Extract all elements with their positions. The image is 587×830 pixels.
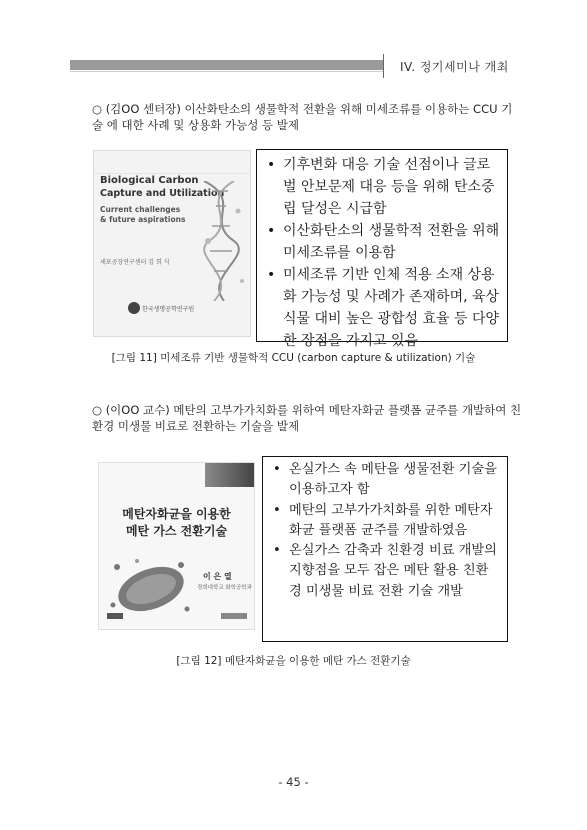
- summary-bullet: • 이산화탄소의 생물학적 전환을 위해 미세조류를 이용함: [267, 223, 500, 261]
- slide-2-title-line2: 메탄 가스 전환기술: [125, 524, 228, 538]
- slide-1-subtitle-line1: Current challenges: [100, 205, 181, 214]
- dna-helix-icon: [194, 181, 250, 301]
- summary-bullet: • 미세조류 기반 인체 적용 소재 상용화 가능성 및 사례가 존재하며, 육상 식물 대비 높은 광합성 효율 등 다양한 장점을 가지고 있음: [267, 267, 500, 349]
- slide-2-logo-left-icon: [107, 613, 123, 619]
- page-number: - 45 -: [278, 775, 309, 789]
- item-2-summary-box: [262, 456, 508, 642]
- institute-logo-icon: [128, 302, 140, 314]
- slide-2-title-line1: 메탄자화균을 이용한: [122, 507, 231, 521]
- section-title: IV. 정기세미나 개최: [400, 60, 509, 74]
- slide-1-presenter: 세포공장연구센터 김 희 식: [100, 259, 170, 266]
- item-2-description: ○ (이OO 교수) 메탄의 고부가가치화를 위하여 메탄자화균 플랫폼 균주를 개발하여 친환경 미생물 비료로 전환하는 기술을 발제: [92, 403, 522, 433]
- item-1-summary-box: [256, 149, 508, 349]
- item-1-description: ○ (김OO 센터장) 이산화탄소의 생물학적 전환을 위해 미세조류를 이용하는 CCU 기술 에 대한 사례 및 상용화 가능성 등 발제: [92, 102, 513, 132]
- slide-1-image: [93, 150, 251, 337]
- slide-1-title-line1: Biological Carbon: [100, 175, 199, 186]
- summary-bullet: • 온실가스 속 메탄을 생물전환 기술을 이용하고자 함: [273, 462, 497, 498]
- figure-11-caption: [그림 11] 미세조류 기반 생물학적 CCU (carbon capture & utilization) 기술: [111, 352, 476, 364]
- bacteria-image-icon: [107, 555, 195, 619]
- slide-1-institute: 한국생명공학연구원: [142, 306, 195, 313]
- summary-bullet: • 메탄의 고부가가치화를 위한 메탄자화균 플랫폼 균주를 개발하였음: [273, 502, 493, 538]
- slide-2-logo-right-icon: [221, 613, 247, 619]
- slide-2-corner-graphic: [205, 463, 254, 487]
- slide-1-title-line2: Capture and Utilization: [100, 188, 225, 199]
- slide-2-affiliation: 경희대학교 화학공학과: [197, 585, 252, 591]
- slide-1-subtitle-line2: & future aspirations: [100, 215, 186, 224]
- summary-bullet: • 기후변화 대응 기술 선점이나 글로벌 안보문제 대응 등을 위해 탄소중립 달성은 시급함: [267, 157, 495, 217]
- figure-12-caption: [그림 12] 메탄자화균을 이용한 메탄 가스 전환기술: [176, 655, 411, 667]
- slide-2-image: [98, 462, 255, 630]
- slide-2-presenter: 이 은 열: [203, 572, 232, 581]
- summary-bullet: • 온실가스 감축과 친환경 비료 개발의 지향점을 모두 잡은 메탄 활용 친환경 미생물 비료 전환 기술 개발: [273, 543, 497, 599]
